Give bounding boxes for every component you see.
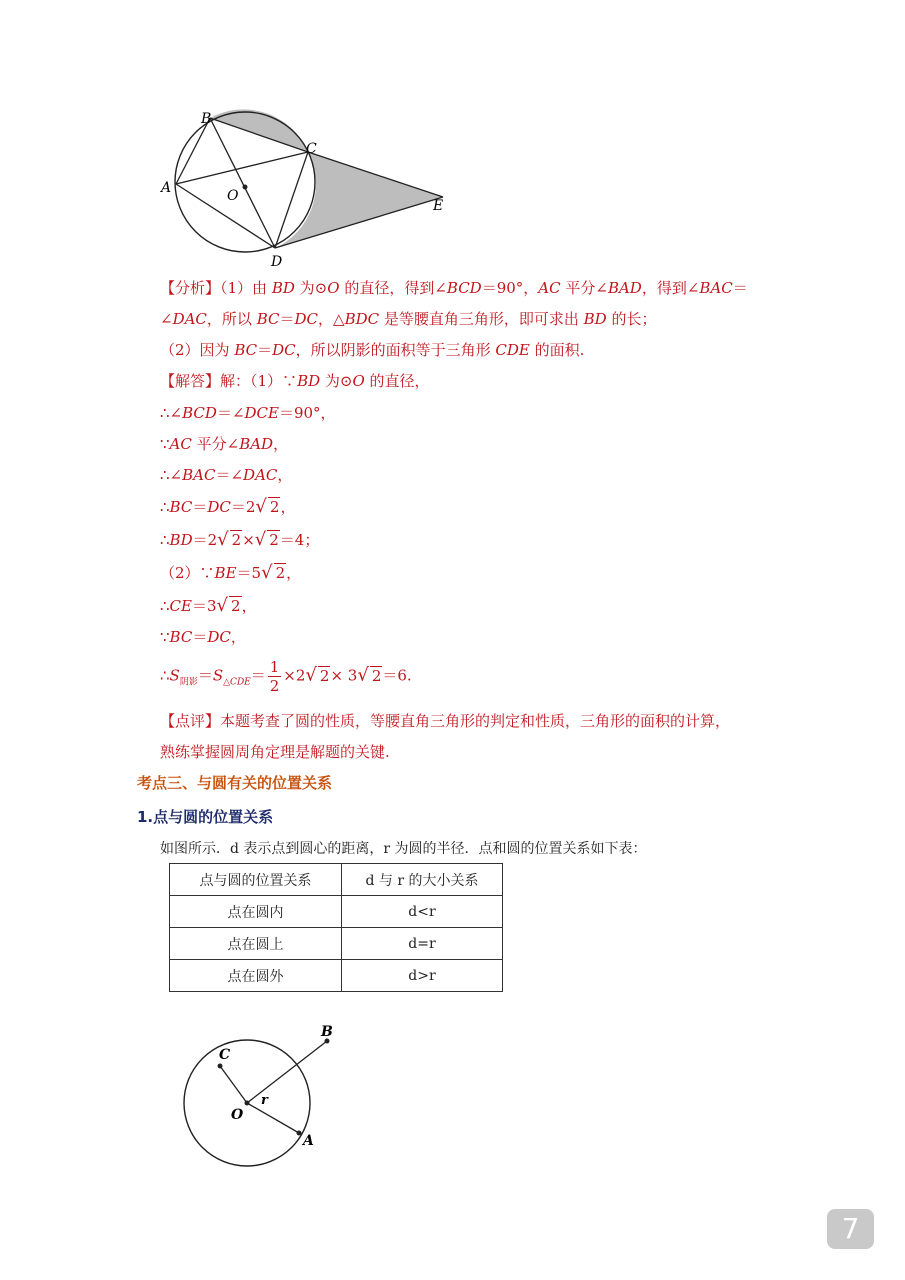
analysis-line-2: ∠DAC，所以 BC＝DC，△BDC 是等腰直角三角形，即可求出 BD 的长； (160, 310, 657, 328)
label-e: E (433, 198, 444, 214)
table-cell: d<r (342, 896, 503, 928)
table-row (170, 928, 503, 960)
solution-line-1: 【解答】解：（1）∵BD 为⊙O 的直径， (160, 372, 430, 390)
table-row (170, 960, 503, 992)
solution-line-2: ∴∠BCD＝∠DCE＝90°， (160, 404, 336, 422)
label-r: r (261, 1093, 268, 1108)
label-o: O (227, 188, 239, 204)
fraction-one-half: $\frac{1}{2}$ (269, 658, 280, 695)
solution-line-8: ∴CE＝3√ 2， (160, 595, 257, 616)
section-heading: 考点三、与圆有关的位置关系 (137, 774, 333, 792)
analysis-line-1: 【分析】（1）由 BD 为⊙O 的直径，得到∠BCD＝90°，AC 平分∠BAD，得到∠BAC＝ (160, 279, 748, 297)
analysis-line-3: （2）因为 BC＝DC，所以阴影的面积等于三角形 CDE 的面积. (160, 341, 585, 359)
comment-line-2: 熟练掌握圆周角定理是解题的关键. (160, 743, 390, 761)
geometry-figure-circle-cde (150, 100, 470, 275)
label-c: C (306, 141, 317, 157)
solution-line-6: ∴BD＝2√ 2×√ 2＝4； (160, 529, 320, 550)
label-b: B (201, 111, 212, 127)
label-d: D (271, 254, 283, 270)
subsection-heading: 1.点与圆的位置关系 (137, 808, 274, 826)
page-number-badge: 7 (827, 1209, 874, 1249)
solution-line-10: $\therefore S_{阴影}=S_{\triangle CDE}=$ $\frac{1}{2}$ ×2√ 2× 3√ 2＝6. (160, 658, 412, 695)
table-cell: d>r (342, 960, 503, 992)
geometry-figure-point-circle (175, 1015, 355, 1175)
analysis-tag: 【分析】 (160, 279, 221, 297)
shaded-region-cde (275, 152, 443, 248)
comment-tag: 【点评】 (160, 712, 221, 730)
solution-line-7: （2）∵BE＝5√ 2， (160, 562, 302, 583)
solution-tag: 【解答】 (160, 372, 221, 390)
comment-line-1: 【点评】本题考查了圆的性质，等腰直角三角形的判定和性质，三角形的面积的计算， (160, 712, 731, 730)
solution-line-5: ∴BC＝DC＝2√ 2， (160, 496, 296, 517)
label-a-2: A (303, 1133, 314, 1149)
table-cell: 点在圆外 (170, 960, 342, 992)
table-cell: 点在圆上 (170, 928, 342, 960)
point-circle-relation-table (169, 863, 503, 992)
table-header: d 与 r 的大小关系 (342, 864, 503, 896)
label-a: A (161, 180, 172, 196)
label-c-2: C (219, 1047, 231, 1063)
solution-line-9: ∵BC＝DC， (160, 628, 246, 646)
label-o-2: O (231, 1107, 244, 1123)
solution-line-4: ∴∠BAC＝∠DAC， (160, 466, 293, 484)
solution-line-3: ∵AC 平分∠BAD， (160, 435, 289, 453)
table-row (170, 896, 503, 928)
table-header-row (170, 864, 503, 896)
label-b-2: B (321, 1024, 333, 1040)
intro-text: 如图所示．d 表示点到圆心的距离，r 为圆的半径．点和圆的位置关系如下表： (160, 841, 647, 857)
table-cell: 点在圆内 (170, 896, 342, 928)
table-header: 点与圆的位置关系 (170, 864, 342, 896)
table-cell: d=r (342, 928, 503, 960)
